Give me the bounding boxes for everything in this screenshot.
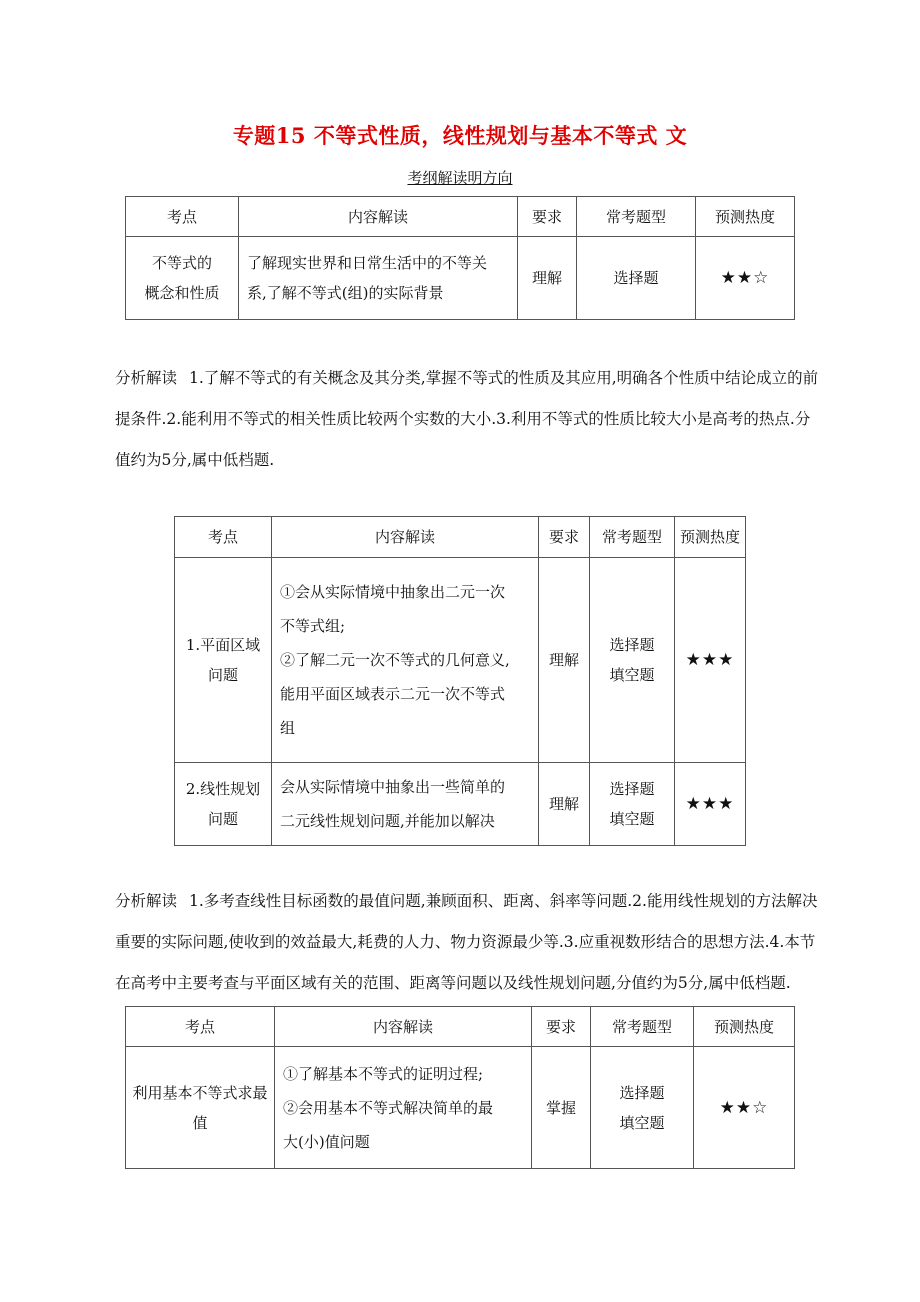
cell-question-type bbox=[590, 558, 675, 763]
question-type-line: 填空题 bbox=[619, 1113, 665, 1132]
cell-point bbox=[175, 558, 272, 763]
cell-content-line: 会从实际情境中抽象出一些简单的 bbox=[280, 778, 506, 796]
cell-point-line: 2.线性规划 bbox=[185, 780, 261, 798]
header-point: 考点 bbox=[126, 197, 239, 237]
table-header-row bbox=[126, 1007, 795, 1047]
cell-content bbox=[272, 558, 539, 763]
page-title: 专题15 不等式性质，线性规划与基本不等式 文 bbox=[232, 123, 688, 148]
table-header-row bbox=[175, 517, 746, 558]
question-type-line: 选择题 bbox=[609, 780, 655, 798]
cell-content-line: ②会用基本不等式解决简单的最 bbox=[283, 1098, 494, 1117]
header-requirement: 要求 bbox=[539, 517, 590, 558]
table-row bbox=[126, 1047, 795, 1169]
cell-point bbox=[126, 1047, 275, 1169]
cell-requirement: 理解 bbox=[539, 558, 590, 763]
question-type-line: 填空题 bbox=[609, 810, 655, 828]
cell-content bbox=[239, 237, 518, 320]
cell-content-line: 不等式组; bbox=[280, 617, 346, 635]
table-header-row bbox=[126, 197, 795, 237]
cell-content-line: ①会从实际情境中抽象出二元一次 bbox=[280, 583, 506, 601]
header-question-type: 常考题型 bbox=[591, 1007, 694, 1047]
cell-point-line: 1.平面区域 bbox=[185, 636, 261, 654]
cell-point-line: 利用基本不等式求最 bbox=[132, 1083, 268, 1102]
header-heat: 预测热度 bbox=[675, 517, 746, 558]
table-row bbox=[175, 763, 746, 846]
exam-table-linear-programming bbox=[174, 516, 746, 846]
table-row bbox=[175, 558, 746, 763]
analysis-line: 分析解读 1.了解不等式的有关概念及其分类,掌握不等式的性质及其应用,明确各个性质中结论成立的前 bbox=[115, 369, 819, 387]
question-type-line: 选择题 bbox=[619, 1083, 665, 1102]
cell-point-line: 概念和性质 bbox=[144, 284, 220, 302]
header-point: 考点 bbox=[175, 517, 272, 558]
analysis-line: 提条件.2.能利用不等式的相关性质比较两个实数的大小.3.利用不等式的性质比较大小是高考的热点.分 bbox=[115, 410, 811, 428]
cell-content-line: 组 bbox=[280, 719, 296, 737]
cell-heat-stars: ★★☆ bbox=[696, 237, 795, 320]
cell-content-line: 系,了解不等式(组)的实际背景 bbox=[247, 284, 444, 302]
cell-point-line: 问题 bbox=[207, 810, 238, 828]
cell-content-line: 二元线性规划问题,并能加以解决 bbox=[280, 812, 495, 830]
cell-content-line: ①了解基本不等式的证明过程; bbox=[283, 1064, 484, 1083]
cell-requirement: 理解 bbox=[539, 763, 590, 846]
analysis-line: 值约为5分,属中低档题. bbox=[115, 451, 275, 469]
header-heat: 预测热度 bbox=[696, 197, 795, 237]
header-question-type: 常考题型 bbox=[590, 517, 675, 558]
cell-heat-stars: ★★★ bbox=[675, 558, 746, 763]
cell-question-type bbox=[591, 1047, 694, 1169]
cell-content-line: 能用平面区域表示二元一次不等式 bbox=[280, 685, 506, 703]
cell-content-line: ②了解二元一次不等式的几何意义, bbox=[280, 651, 510, 669]
analysis-paragraph-2 bbox=[115, 881, 818, 1004]
analysis-label: 分析解读 bbox=[115, 369, 178, 387]
question-type-line: 选择题 bbox=[609, 636, 655, 654]
exam-table-inequality-properties bbox=[125, 196, 795, 320]
cell-question-type: 选择题 bbox=[577, 237, 696, 320]
section-subtitle: 考纲解读明方向 bbox=[407, 169, 513, 187]
exam-table-basic-inequality bbox=[125, 1006, 795, 1169]
cell-point-line: 不等式的 bbox=[151, 254, 212, 272]
header-requirement: 要求 bbox=[532, 1007, 591, 1047]
cell-point bbox=[126, 237, 239, 320]
cell-point bbox=[175, 763, 272, 846]
cell-point-line: 值 bbox=[192, 1113, 208, 1132]
cell-question-type bbox=[590, 763, 675, 846]
cell-heat-stars: ★★★ bbox=[675, 763, 746, 846]
header-heat: 预测热度 bbox=[694, 1007, 795, 1047]
cell-heat-stars: ★★☆ bbox=[694, 1047, 795, 1169]
header-point: 考点 bbox=[126, 1007, 275, 1047]
question-type-line: 填空题 bbox=[609, 666, 655, 684]
header-content: 内容解读 bbox=[275, 1007, 532, 1047]
cell-content-line: 了解现实世界和日常生活中的不等关 bbox=[247, 254, 488, 272]
analysis-line: 分析解读 1.多考查线性目标函数的最值问题,兼顾面积、距离、斜率等问题.2.能用线性规划的方法解决 bbox=[115, 892, 818, 910]
cell-requirement: 理解 bbox=[518, 237, 577, 320]
header-content: 内容解读 bbox=[239, 197, 518, 237]
analysis-line: 在高考中主要考查与平面区域有关的范围、距离等问题以及线性规划问题,分值约为5分,属中低档题. bbox=[115, 974, 791, 992]
analysis-label: 分析解读 bbox=[115, 892, 178, 910]
header-content: 内容解读 bbox=[272, 517, 539, 558]
analysis-line: 重要的实际问题,使收到的效益最大,耗费的人力、物力资源最少等.3.应重视数形结合的思想方法.4.本节 bbox=[115, 933, 816, 951]
cell-content-line: 大(小)值问题 bbox=[283, 1132, 370, 1151]
table-row bbox=[126, 237, 795, 320]
cell-point-line: 问题 bbox=[207, 666, 238, 684]
cell-content bbox=[272, 763, 539, 846]
header-question-type: 常考题型 bbox=[577, 197, 696, 237]
header-requirement: 要求 bbox=[518, 197, 577, 237]
cell-requirement: 掌握 bbox=[532, 1047, 591, 1169]
analysis-paragraph-1 bbox=[115, 358, 819, 481]
cell-content bbox=[275, 1047, 532, 1169]
